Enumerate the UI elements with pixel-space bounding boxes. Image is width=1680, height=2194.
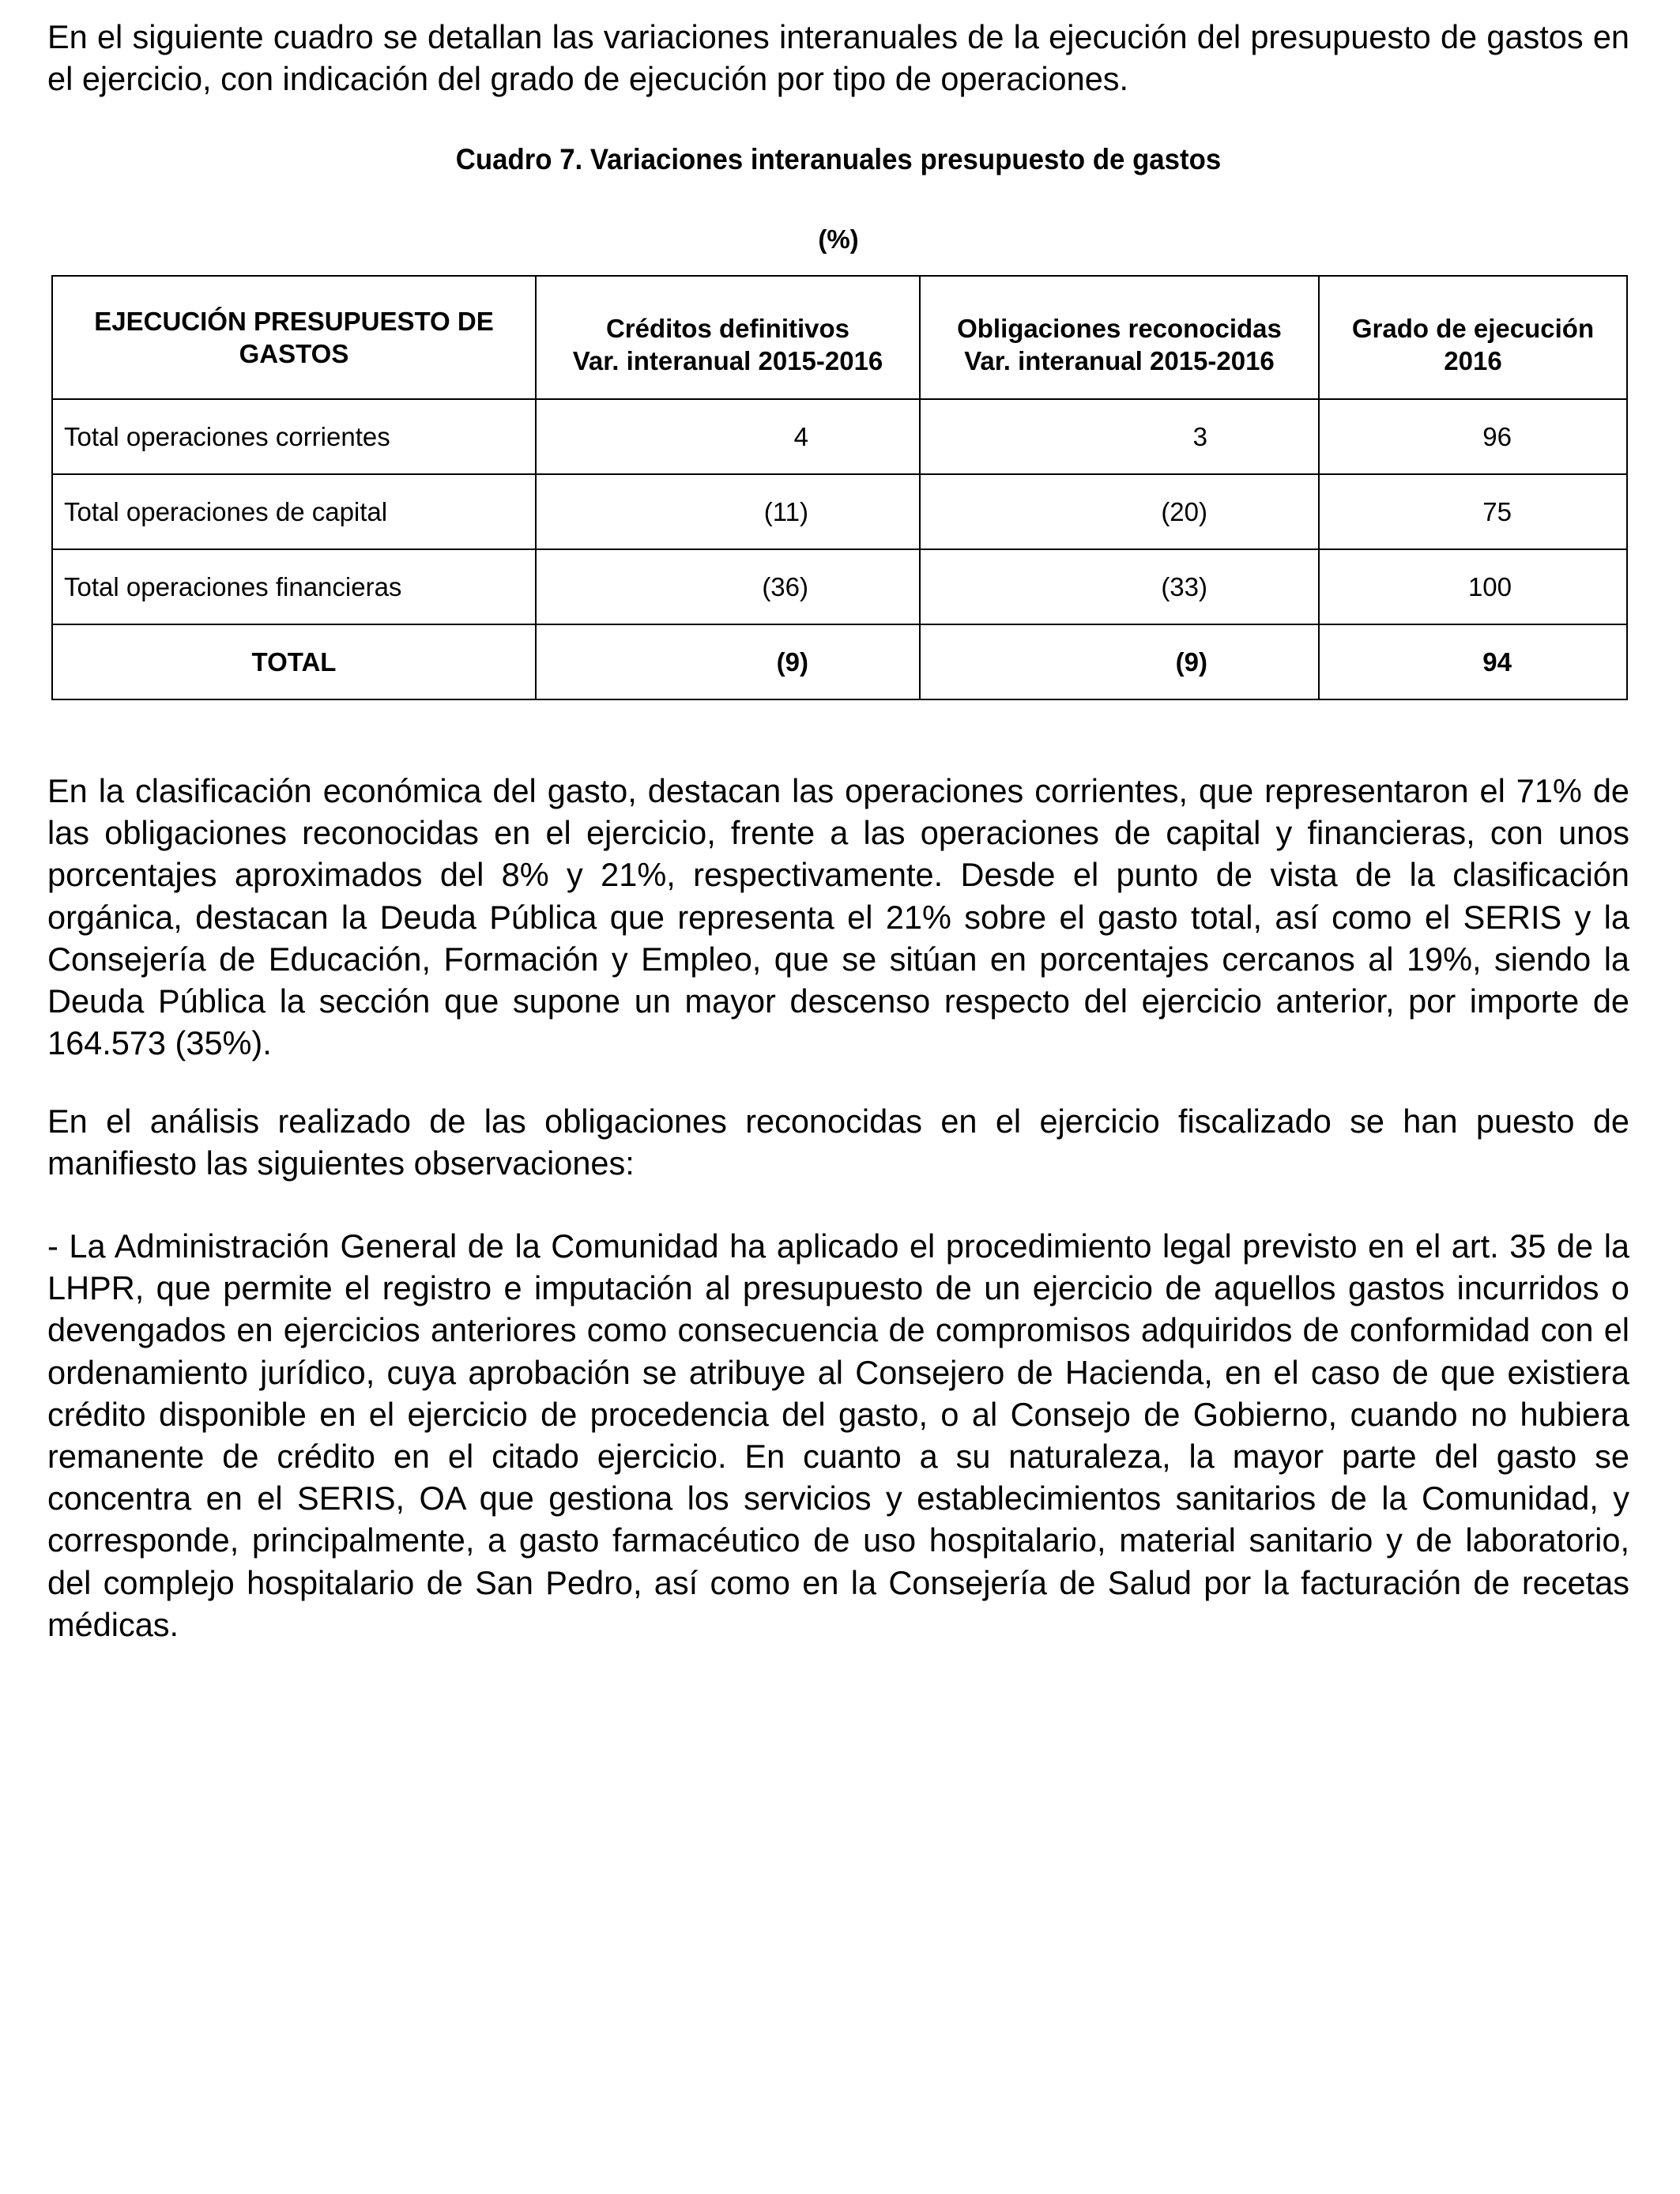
total-grado: 94 [1319,624,1627,699]
row-creditos: (11) [536,474,920,549]
paragraph-block-1 [47,770,1629,1064]
table-header-row [52,276,1627,399]
table-caption-block [47,143,1629,176]
row-creditos: 4 [536,399,920,474]
row-obligaciones: (33) [920,549,1319,624]
intro-paragraph: En el siguiente cuadro se detallan las variaciones interanuales de la ejecución del presupuesto de gastos en el ejercicio, con indicación del grado de ejecución por tipo de operaciones. [47,18,1629,98]
table-unit: (%) [818,224,859,254]
header-creditos [536,276,920,399]
paragraph-economic-classification: En la clasificación económica del gasto, destacan las operaciones corrientes, que representaron el 71% de las obligaciones reconocidas en el ejercicio, frente a las operaciones de capital y financieras, con unos porcentajes aproximados del 8% y 21%, respectivamente. Desde el punto de vista de la clasificación orgánica, destacan la Deuda Pública que representa el 21% sobre el gasto total, así como el SERIS y la Consejería de Educación, Formación y Empleo, que se sitúan en porcentajes cercanos al 19%, siendo la Deuda Pública la sección que supone un mayor descenso respecto del ejercicio anterior, por importe de 164.573 (35%). [47,772,1629,1062]
row-grado: 100 [1319,549,1627,624]
header-grado-line1: Grado de ejecución [1351,314,1595,343]
paragraph-block-2 [47,1100,1629,1184]
header-ejecucion-line1: EJECUCIÓN PRESUPUESTO DE [94,307,494,336]
table-unit-block [47,224,1629,254]
row-grado: 96 [1319,399,1627,474]
header-grado-line2: 2016 [1444,346,1502,375]
row-label: Total operaciones financieras [52,549,536,624]
table-row [52,474,1627,549]
header-grado [1319,276,1627,399]
table-row [52,399,1627,474]
table-row [52,549,1627,624]
total-obligaciones: (9) [920,624,1319,699]
header-obligaciones [920,276,1319,399]
row-obligaciones: 3 [920,399,1319,474]
paragraph-observation: - La Administración General de la Comunidad ha aplicado el procedimiento legal previsto en el art. 35 de la LHPR, que permite el registro e imputación al presupuesto de un ejercicio de aquellos gastos incurridos o devengados en ejercicios anteriores como consecuencia de compromisos adquiridos de conformidad con el ordenamiento jurídico, cuya aprobación se atribuye al Consejero de Hacienda, en el caso de que existiera crédito disponible en el ejercicio de procedencia del gasto, o al Consejo de Gobierno, cuando no hubiera remanente de crédito en el citado ejercicio. En cuanto a su naturaleza, la mayor parte del gasto se concentra en el SERIS, OA que gestiona los servicios y establecimientos sanitarios de la Comunidad, y corresponde, principalmente, a gasto farmacéutico de uso hospitalario, material sanitario y de laboratorio, del complejo hospitalario de San Pedro, así como en la Consejería de Salud por la facturación de recetas médicas. [47,1227,1629,1643]
header-creditos-line2: Var. interanual 2015-2016 [572,346,883,375]
header-obligaciones-line2: Var. interanual 2015-2016 [964,346,1275,375]
row-label: Total operaciones corrientes [52,399,536,474]
budget-variation-table [51,275,1628,700]
total-label: TOTAL [52,624,536,699]
row-creditos: (36) [536,549,920,624]
header-ejecucion [52,276,536,399]
row-grado: 75 [1319,474,1627,549]
header-ejecucion-line2: GASTOS [239,339,349,368]
header-creditos-line1: Créditos definitivos [605,314,850,343]
total-creditos: (9) [536,624,920,699]
table-caption: Cuadro 7. Variaciones interanuales presupuesto de gastos [455,143,1222,175]
paragraph-block-3 [47,1225,1629,1646]
header-obligaciones-line1: Obligaciones reconocidas [957,314,1282,343]
table-total-row [52,624,1627,699]
intro-block [47,16,1629,100]
paragraph-analysis-intro: En el análisis realizado de las obligaciones reconocidas en el ejercicio fiscalizado se han puesto de manifiesto las siguientes observaciones: [47,1103,1629,1182]
row-obligaciones: (20) [920,474,1319,549]
row-label: Total operaciones de capital [52,474,536,549]
